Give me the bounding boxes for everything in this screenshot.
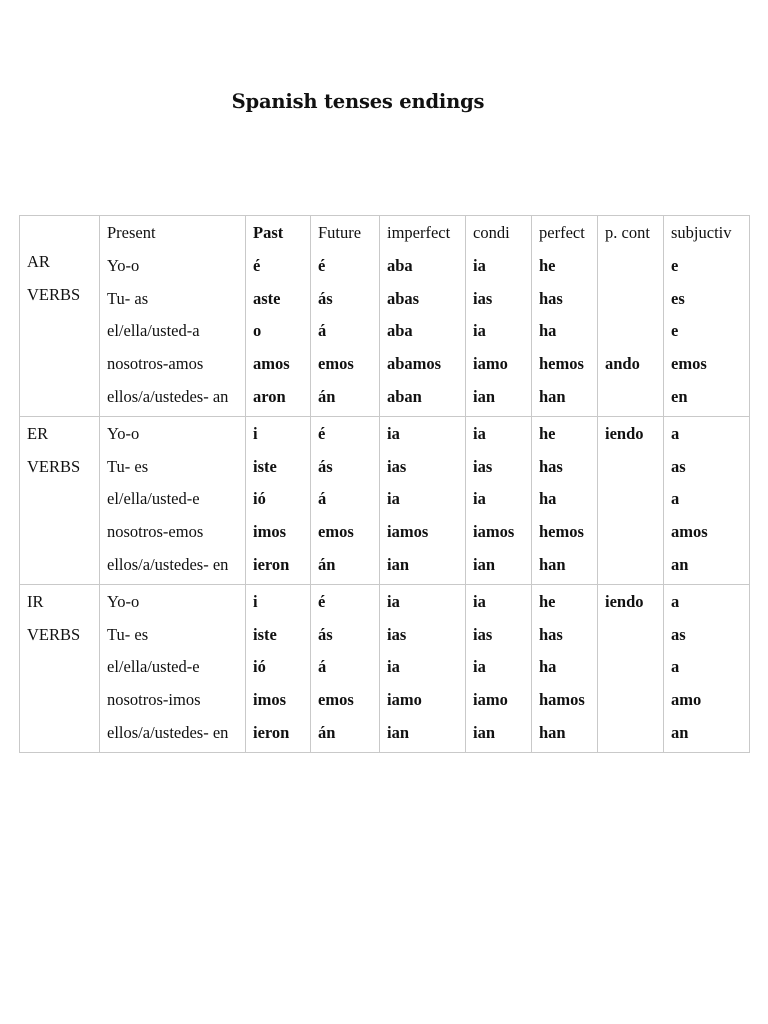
future-ending: ás — [318, 624, 333, 644]
header-condi: condi — [473, 223, 510, 242]
condi-ending: iamo — [473, 354, 508, 374]
pronoun-ending: el/ella/usted-e — [107, 489, 200, 509]
verb-group-label — [20, 416, 100, 584]
table-row — [20, 416, 750, 584]
table-body — [20, 216, 750, 753]
subjunctive-column-cell — [664, 216, 750, 417]
imperfect-ending: ian — [387, 722, 410, 742]
past-ending: iste — [253, 624, 277, 644]
condi-ending: ian — [473, 386, 496, 406]
header-imperfect: imperfect — [387, 223, 451, 242]
header-pcont: p. cont — [605, 223, 650, 242]
pronoun-ending: Tu- es — [107, 456, 149, 476]
verb-group-label-line: VERBS — [27, 624, 81, 644]
perfect-ending: he — [539, 591, 556, 611]
pronoun-ending: Tu- as — [107, 288, 149, 308]
past-ending: imos — [253, 690, 286, 710]
imperfect-ending: aba — [387, 255, 413, 275]
pronoun-ending: Tu- es — [107, 624, 149, 644]
perfect-ending: ha — [539, 657, 557, 677]
page-title: Spanish tenses endings — [231, 90, 485, 113]
present-column-cell — [100, 584, 246, 752]
spacer — [605, 283, 657, 316]
past-ending: imos — [253, 522, 286, 542]
future-ending: é — [318, 591, 326, 611]
pronoun-ending: el/ella/usted-e — [107, 657, 200, 677]
past-ending: aron — [253, 386, 286, 406]
perfect-column-cell — [532, 216, 598, 417]
pronoun-ending: Yo-o — [107, 423, 140, 443]
future-ending: á — [318, 489, 327, 509]
verb-group-label-line: ER — [27, 423, 49, 443]
subjunctive-ending: amo — [671, 690, 702, 710]
subjunctive-ending: a — [671, 423, 680, 443]
imperfect-ending: ia — [387, 423, 400, 443]
future-ending: án — [318, 554, 336, 574]
imperfect-ending: ia — [387, 657, 400, 677]
condi-column-cell — [466, 216, 532, 417]
header-subjunctive: subjuctiv — [671, 223, 732, 242]
subjunctive-column-cell — [664, 584, 750, 752]
future-ending: ás — [318, 288, 333, 308]
condi-ending: ian — [473, 722, 496, 742]
pronoun-ending: nosotros-emos — [107, 522, 204, 542]
imperfect-ending: ia — [387, 591, 400, 611]
spacer — [605, 315, 657, 348]
future-ending: emos — [318, 522, 354, 542]
perfect-ending: hemos — [539, 522, 584, 542]
past-ending: ieron — [253, 554, 290, 574]
verb-group-label — [20, 584, 100, 752]
past-ending: i — [253, 591, 258, 611]
past-ending: aste — [253, 288, 281, 308]
header-future: Future — [318, 223, 362, 242]
verb-group-label — [20, 216, 100, 417]
present-column-cell — [100, 416, 246, 584]
condi-ending: ia — [473, 423, 486, 443]
perfect-ending: he — [539, 255, 556, 275]
imperfect-ending: aba — [387, 321, 413, 341]
condi-ending: ias — [473, 456, 493, 476]
future-ending: án — [318, 386, 336, 406]
imperfect-column-cell — [380, 584, 466, 752]
pronoun-ending: ellos/a/ustedes- en — [107, 722, 229, 742]
pronoun-ending: Yo-o — [107, 591, 140, 611]
condi-ending: ia — [473, 489, 486, 509]
imperfect-ending: aban — [387, 386, 422, 406]
verb-group-label-line: VERBS — [27, 284, 81, 304]
imperfect-ending: ias — [387, 456, 407, 476]
pcont-column-cell — [598, 584, 664, 752]
future-ending: emos — [318, 690, 354, 710]
condi-ending: ias — [473, 624, 493, 644]
subjunctive-ending: es — [671, 288, 685, 308]
pcont-ending: iendo — [605, 423, 644, 443]
imperfect-column-cell — [380, 216, 466, 417]
table-row — [20, 584, 750, 752]
past-ending: iste — [253, 456, 277, 476]
condi-ending: ia — [473, 657, 486, 677]
perfect-ending: hamos — [539, 690, 585, 710]
perfect-ending: ha — [539, 489, 557, 509]
pcont-column-cell — [598, 216, 664, 417]
header-perfect: perfect — [539, 223, 585, 242]
future-ending: án — [318, 722, 336, 742]
condi-ending: iamo — [473, 690, 508, 710]
subjunctive-ending: a — [671, 657, 680, 677]
imperfect-ending: abamos — [387, 354, 442, 374]
condi-ending: ia — [473, 255, 486, 275]
perfect-ending: has — [539, 288, 563, 308]
condi-ending: iamos — [473, 522, 515, 542]
perfect-ending: ha — [539, 321, 557, 341]
past-ending: é — [253, 255, 261, 275]
pronoun-ending: nosotros-imos — [107, 690, 201, 710]
condi-column-cell — [466, 584, 532, 752]
condi-ending: ia — [473, 321, 486, 341]
imperfect-ending: abas — [387, 288, 420, 308]
subjunctive-column-cell — [664, 416, 750, 584]
past-ending: ieron — [253, 722, 290, 742]
condi-column-cell — [466, 416, 532, 584]
future-ending: ás — [318, 456, 333, 476]
subjunctive-ending: an — [671, 554, 689, 574]
pronoun-ending: Yo-o — [107, 255, 140, 275]
imperfect-column-cell — [380, 416, 466, 584]
past-ending: amos — [253, 354, 290, 374]
future-column-cell — [311, 216, 380, 417]
spacer — [605, 250, 657, 283]
subjunctive-ending: en — [671, 386, 688, 406]
perfect-ending: has — [539, 456, 563, 476]
subjunctive-ending: e — [671, 321, 679, 341]
future-column-cell — [311, 416, 380, 584]
perfect-ending: has — [539, 624, 563, 644]
pronoun-ending: nosotros-amos — [107, 354, 204, 374]
header-present: Present — [107, 223, 156, 242]
subjunctive-ending: a — [671, 489, 680, 509]
future-ending: á — [318, 321, 327, 341]
past-ending: ió — [253, 489, 266, 509]
future-column-cell — [311, 584, 380, 752]
past-ending: ió — [253, 657, 266, 677]
perfect-ending: he — [539, 423, 556, 443]
future-ending: emos — [318, 354, 354, 374]
tenses-table — [19, 215, 750, 753]
pronoun-ending: ellos/a/ustedes- en — [107, 554, 229, 574]
verb-group-label-line: AR — [27, 252, 50, 271]
future-ending: á — [318, 657, 327, 677]
past-ending: o — [253, 321, 262, 341]
pronoun-ending: ellos/a/ustedes- an — [107, 386, 229, 406]
future-ending: é — [318, 423, 326, 443]
perfect-ending: han — [539, 386, 566, 406]
subjunctive-ending: amos — [671, 522, 708, 542]
subjunctive-ending: emos — [671, 354, 707, 374]
past-column-cell — [246, 584, 311, 752]
past-column-cell — [246, 416, 311, 584]
verb-group-label-line: IR — [27, 591, 44, 611]
past-column-cell — [246, 216, 311, 417]
subjunctive-ending: as — [671, 456, 686, 476]
verb-group-label-line: VERBS — [27, 456, 81, 476]
pronoun-ending: el/ella/usted-a — [107, 321, 200, 341]
subjunctive-ending: an — [671, 722, 689, 742]
pcont-ending: iendo — [605, 591, 644, 611]
perfect-ending: han — [539, 554, 566, 574]
condi-ending: ias — [473, 288, 493, 308]
imperfect-ending: iamos — [387, 522, 429, 542]
imperfect-ending: ias — [387, 624, 407, 644]
future-ending: é — [318, 255, 326, 275]
perfect-column-cell — [532, 416, 598, 584]
perfect-ending: hemos — [539, 354, 584, 374]
imperfect-ending: ia — [387, 489, 400, 509]
imperfect-ending: ian — [387, 554, 410, 574]
subjunctive-ending: as — [671, 624, 686, 644]
subjunctive-ending: e — [671, 255, 679, 275]
present-column-cell — [100, 216, 246, 417]
condi-ending: ian — [473, 554, 496, 574]
header-past: Past — [253, 223, 284, 242]
perfect-column-cell — [532, 584, 598, 752]
imperfect-ending: iamo — [387, 690, 422, 710]
pcont-ending: ando — [605, 354, 640, 374]
condi-ending: ia — [473, 591, 486, 611]
subjunctive-ending: a — [671, 591, 680, 611]
table-row — [20, 216, 750, 417]
past-ending: i — [253, 423, 258, 443]
perfect-ending: han — [539, 722, 566, 742]
pcont-column-cell — [598, 416, 664, 584]
